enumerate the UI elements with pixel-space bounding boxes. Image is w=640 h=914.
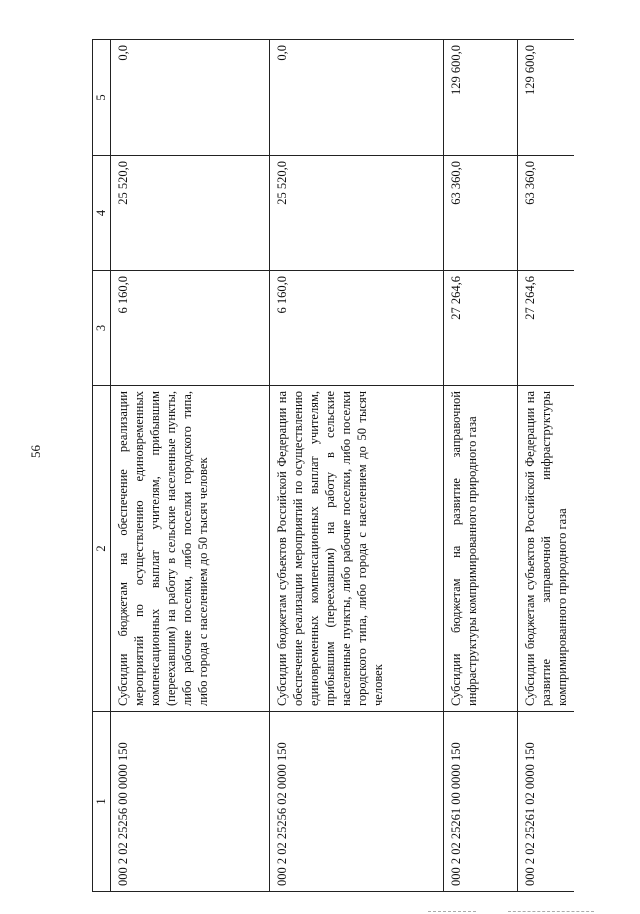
table-row: [518, 40, 575, 892]
budget-code: 000 2 02 25261 00 0000 150: [444, 712, 518, 892]
column-header-2: 2: [93, 386, 111, 712]
budget-code: 000 2 02 25256 00 0000 150: [111, 712, 270, 892]
column-header-3: 3: [93, 271, 111, 386]
amount-col4: 63 360,0: [518, 156, 575, 271]
amount-col5: 129 600,0: [518, 40, 575, 156]
amount-col5: 129 600,0: [444, 40, 518, 156]
income-description: Субсидии бюджетам субъектов Российской Федерации на развитие заправочной инфраструктуры компримированного природного газа: [518, 386, 575, 712]
table-row: [444, 40, 518, 892]
amount-col4: 63 360,0: [444, 156, 518, 271]
table-row: [270, 40, 444, 892]
amount-col5: 0,0: [111, 40, 270, 156]
table-row: [111, 40, 270, 892]
amount-col4: 25 520,0: [270, 156, 444, 271]
budget-table-container: [92, 40, 569, 892]
table-header-row: [93, 40, 111, 892]
income-description: Субсидии бюджетам на развитие заправочной инфраструктуры компримированного природного газа: [444, 386, 518, 712]
amount-col4: 25 520,0: [111, 156, 270, 271]
amount-col5: 0,0: [270, 40, 444, 156]
amount-col3: 27 264,6: [518, 271, 575, 386]
amount-col3: 27 264,6: [444, 271, 518, 386]
amount-col3: 6 160,0: [270, 271, 444, 386]
column-header-1: 1: [93, 712, 111, 892]
column-header-5: 5: [93, 40, 111, 156]
budget-code: 000 2 02 25261 02 0000 150: [518, 712, 575, 892]
income-description: Субсидии бюджетам субъектов Российской Федерации на обеспечение реализации мероприятий по осуществлению единовременных компенсационных выплат учителям, прибывшим (переехавшим) на работу в сельские населенные пункты, либо рабочие поселки, либо поселки городского типа, либо города с населением до 50 тысяч человек: [270, 386, 444, 712]
page-number: 56: [28, 445, 43, 458]
income-description: Субсидии бюджетам на обеспечение реализации мероприятий по осуществлению единовременных компенсационных выплат учителям, прибывшим (переехавшим) на работу в сельские населенные пункты, либо рабочие поселки, либо поселки городского типа, либо города с населением до 50 тысяч человек: [111, 386, 270, 712]
budget-code: 000 2 02 25256 02 0000 150: [270, 712, 444, 892]
amount-col3: 6 160,0: [111, 271, 270, 386]
column-header-4: 4: [93, 156, 111, 271]
budget-table: [92, 39, 574, 892]
